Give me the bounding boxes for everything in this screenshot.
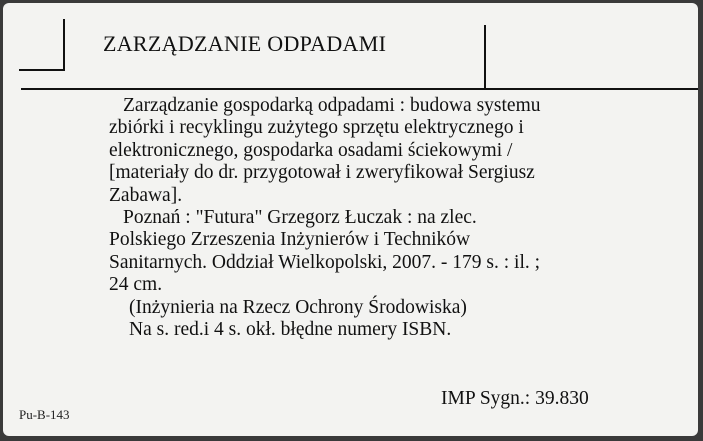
subject-heading: ZARZĄDZANIE ODPADAMI bbox=[103, 31, 387, 56]
corner-mark-horizontal bbox=[19, 69, 65, 71]
imprint-statement bbox=[109, 207, 669, 297]
imprint-line: Sanitarnych. Oddział Wielkopolski, 2007. - 179 s. : il. ; bbox=[109, 251, 541, 273]
title-statement bbox=[109, 95, 669, 207]
heading-divider-vertical bbox=[484, 25, 486, 89]
title-line: Zarządzanie gospodarką odpadami : budowa systemu bbox=[123, 95, 541, 116]
title-line: elektronicznego, gospodarka osadami ściekowymi / bbox=[109, 139, 513, 161]
series-statement: (Inżynieria na Rzecz Ochrony Środowiska) bbox=[129, 296, 467, 318]
imprint-line: Poznań : "Futura" Grzegorz Łuczak : na zlec. bbox=[123, 207, 477, 229]
imp-signature: IMP Sygn.: 39.830 bbox=[441, 388, 589, 409]
imprint-line: Polskiego Zrzeszenia Inżynierów i Techników bbox=[109, 229, 471, 251]
title-line: zbiórki i recyklingu zużytego sprzętu elektrycznego i bbox=[109, 117, 524, 139]
heading-divider-horizontal bbox=[21, 88, 698, 90]
imprint-line: 24 cm. bbox=[109, 274, 163, 296]
call-number: Pu-B-143 bbox=[19, 407, 70, 422]
corner-mark-vertical bbox=[63, 19, 65, 71]
title-line: Zabawa]. bbox=[109, 184, 183, 206]
general-note: Na s. red.i 4 s. okł. błędne numery ISBN. bbox=[129, 319, 452, 341]
title-line: [materiały do dr. przygotował i zweryfikował Sergiusz bbox=[109, 162, 535, 184]
bibliographic-record bbox=[109, 95, 669, 341]
catalog-card bbox=[3, 3, 698, 436]
